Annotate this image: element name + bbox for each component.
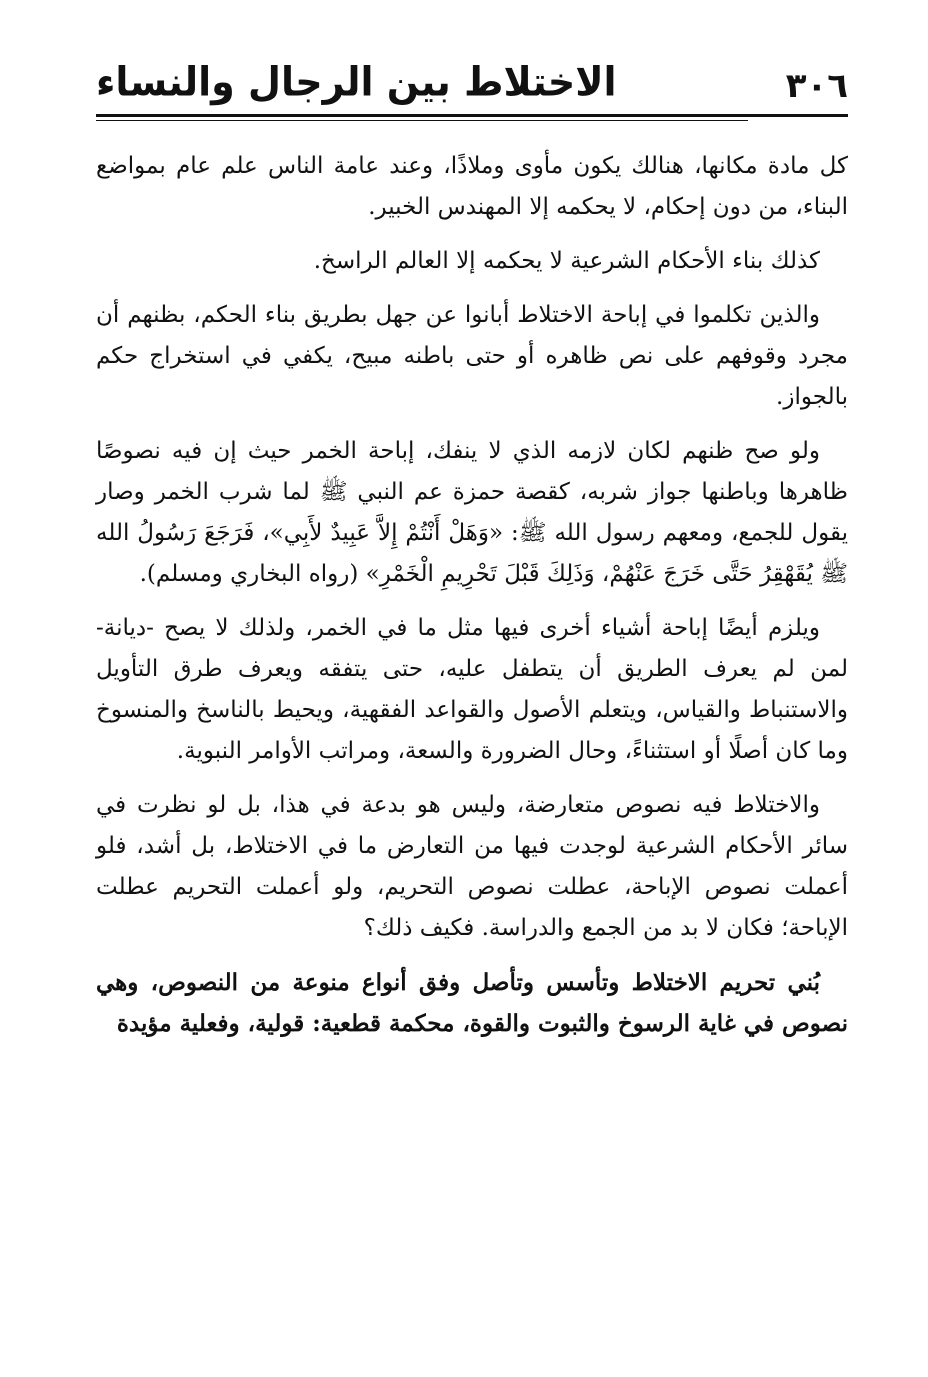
header-rule-thin [96,120,748,121]
paragraph-2: كذلك بناء الأحكام الشرعية لا يحكمه إلا العالم الراسخ. [313,248,820,274]
paragraph-1: كل مادة مكانها، هنالك يكون مأوى وملاذًا، وعند عامة الناس علم عام بمواضع البناء، من دون إحكام، لا يحكمه إلا المهندس الخبير. [96,153,848,220]
book-title-text: الاختلاط بين الرجال والنساء [96,58,617,106]
paragraph-7: بُني تحريم الاختلاط وتأسس وتأصل وفق أنواع منوعة من النصوص، وهي نصوص في غاية الرسوخ والثبوت والقوة، محكمة قطعية: قولية، وفعلية مؤيدة [96,969,848,1037]
running-header [96,58,848,122]
paragraph-4: ولو صح ظنهم لكان لازمه الذي لا ينفك، إباحة الخمر حيث إن فيه نصوصًا ظاهرها وباطنها جواز شربه، كقصة حمزة عم النبي ﷺ لما شرب الخمر وصار يقول للجمع، ومعهم رسول الله ﷺ: «وَهَلْ أَنْتُمْ إِلاَّ عَبِيدٌ لأَبِي»، فَرَجَعَ رَسُولُ الله ﷺ يُقَهْقِرُ حَتَّى خَرَجَ عَنْهُمْ، وَذَلِكَ قَبْلَ تَحْرِيمِ الْخَمْرِ» (رواه البخاري ومسلم). [96,438,848,587]
paragraph-3: والذين تكلموا في إباحة الاختلاط أبانوا عن جهل بطريق بناء الحكم، بظنهم أن مجرد وقوفهم على نص ظاهره أو حتى باطنه مبيح، يكفي في استخراج حكم بالجواز. [96,302,848,410]
page-number: ٣٠٦ [785,66,848,106]
book-title [96,58,736,106]
paragraph-6: والاختلاط فيه نصوص متعارضة، وليس هو بدعة في هذا، بل لو نظرت في سائر الأحكام الشرعية لوجدت فيها من التعارض ما في الاختلاط، بل أشد، فلو أعملت نصوص الإباحة، عطلت نصوص التحريم، ولو أعملت التحريم عطلت الإباحة؛ فكان لا بد من الجمع والدراسة. فكيف ذلك؟ [96,792,848,941]
header-rule [96,114,848,117]
body-text [96,146,848,1057]
paragraph-5: ويلزم أيضًا إباحة أشياء أخرى فيها مثل ما في الخمر، ولذلك لا يصح -ديانة- لمن لم يعرف الطريق أن يتطفل عليه، حتى يتفقه ويعرف طرق التأويل والاستنباط والقياس، ويتعلم الأصول والقواعد الفقهية، ويحيط بالناسخ والمنسوخ وما كان أصلًا أو استثناءً، وحال الضرورة والسعة، ومراتب الأوامر النبوية. [96,615,848,764]
